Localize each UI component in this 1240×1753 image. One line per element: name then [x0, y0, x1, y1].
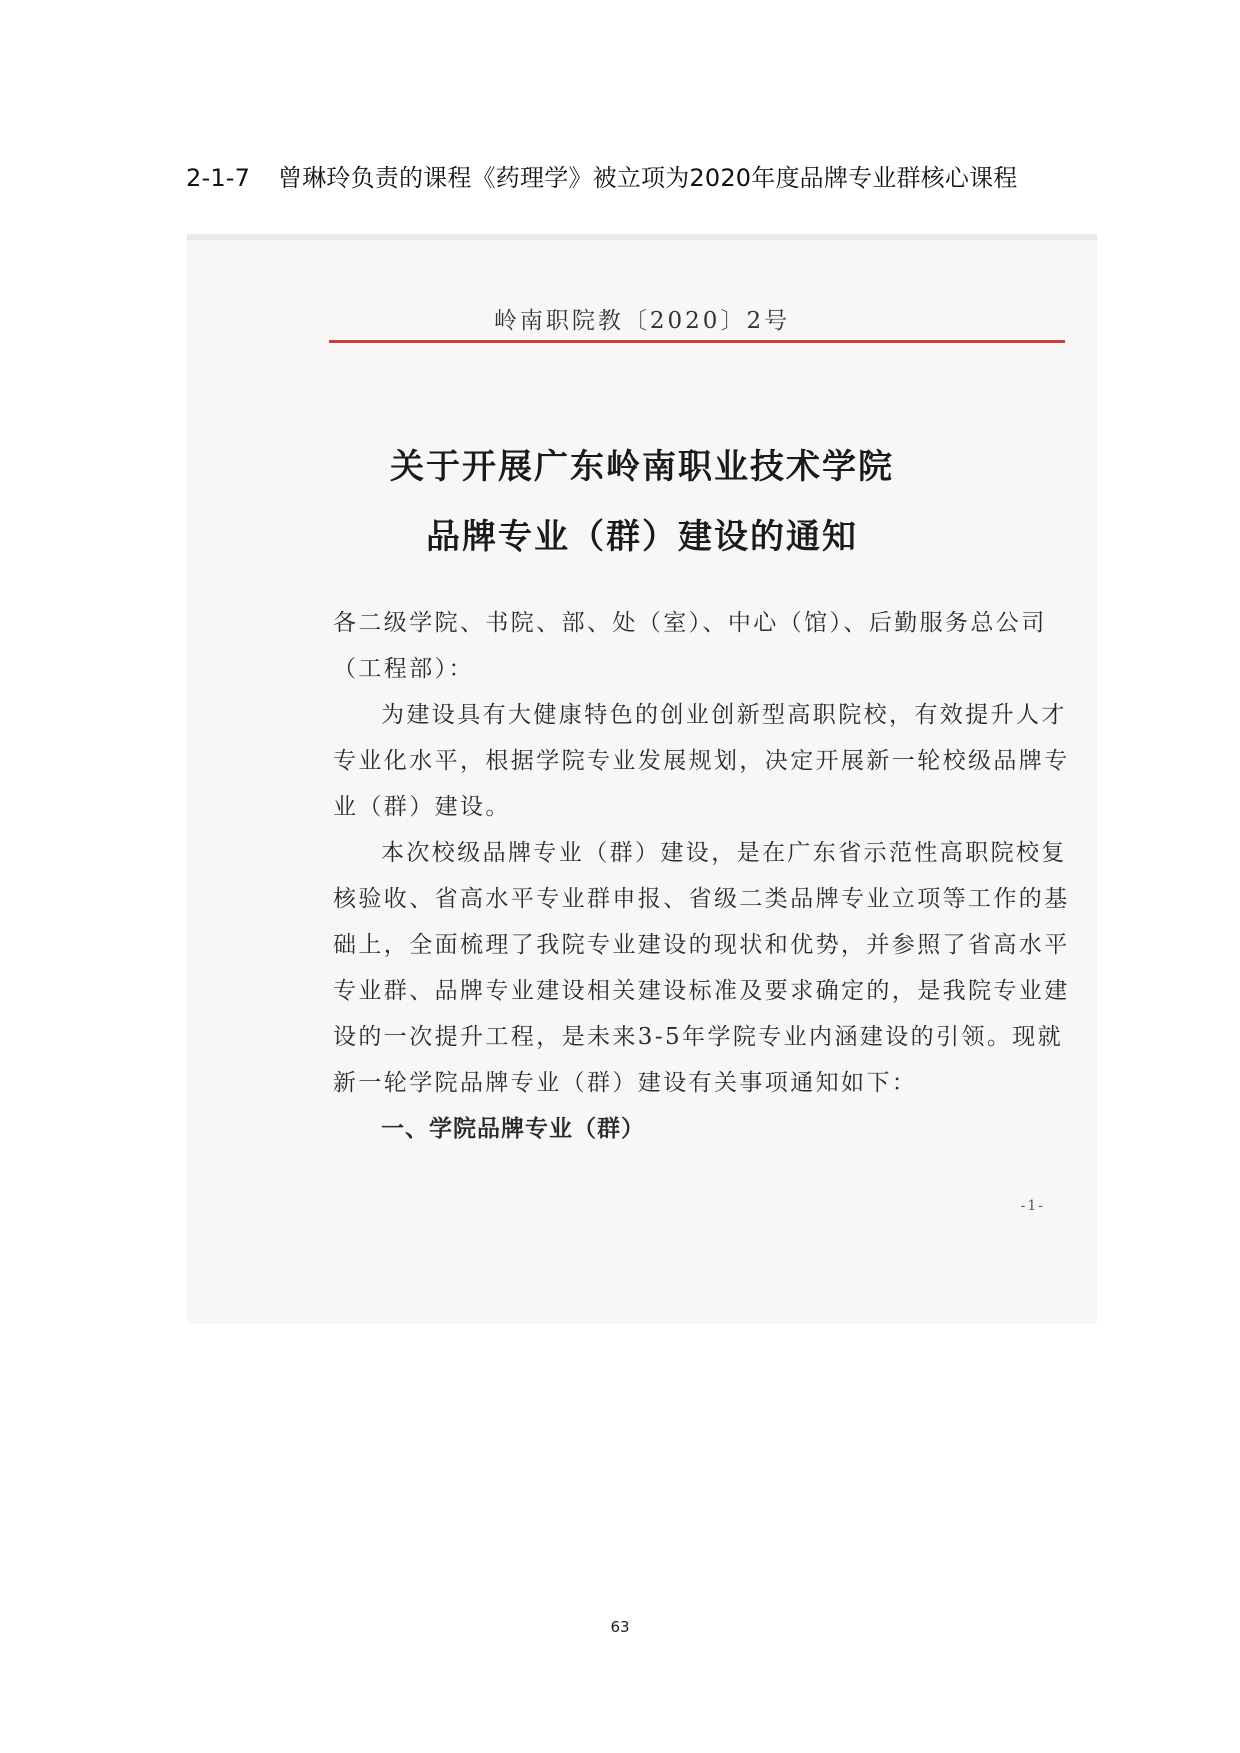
- notice-title: [187, 432, 1097, 572]
- paragraph-1: 为建设具有大健康特色的创业创新型高职院校，有效提升人才专业化水平，根据学院专业发展规划，决定开展新一轮校级品牌专业（群）建设。: [333, 702, 1070, 820]
- addressee-line-1: 各二级学院、书院、部、处（室）、中心（馆）、后勤服务总公司: [333, 610, 1047, 636]
- document-number: 岭南职院教〔2020〕2号: [493, 308, 791, 334]
- red-header-rule: [329, 340, 1065, 343]
- page-number: 63: [610, 1618, 630, 1636]
- figure-caption: [186, 160, 1086, 196]
- notice-title-line-1: 关于开展广东岭南职业技术学院: [390, 447, 894, 487]
- paragraph-2: 本次校级品牌专业（群）建设，是在广东省示范性高职院校复核验收、省高水平专业群申报、省级二类品牌专业立项等工作的基础上，全面梳理了我院专业建设的现状和优势，并参照了省高水平专业群、品牌专业建设相关建设标准及要求确定的，是我院专业建设的一次提升工程，是未来3-5年学院专业内涵建设的引领。现就新一轮学院品牌专业（群）建设有关事项通知如下：: [333, 840, 1070, 1096]
- notice-title-line-2: 品牌专业（群）建设的通知: [426, 517, 858, 557]
- notice-body: [333, 600, 1073, 1152]
- section-heading: 一、学院品牌专业（群）: [381, 1116, 645, 1142]
- addressee-line-2: （工程部）：: [333, 656, 474, 682]
- caption-number: 2-1-7: [186, 164, 251, 192]
- scanned-document: [187, 234, 1097, 1324]
- scan-page-marker: -1-: [1020, 1198, 1045, 1214]
- caption-text: 曾琳玲负责的课程《药理学》被立项为2020年度品牌专业群核心课程: [278, 164, 1018, 192]
